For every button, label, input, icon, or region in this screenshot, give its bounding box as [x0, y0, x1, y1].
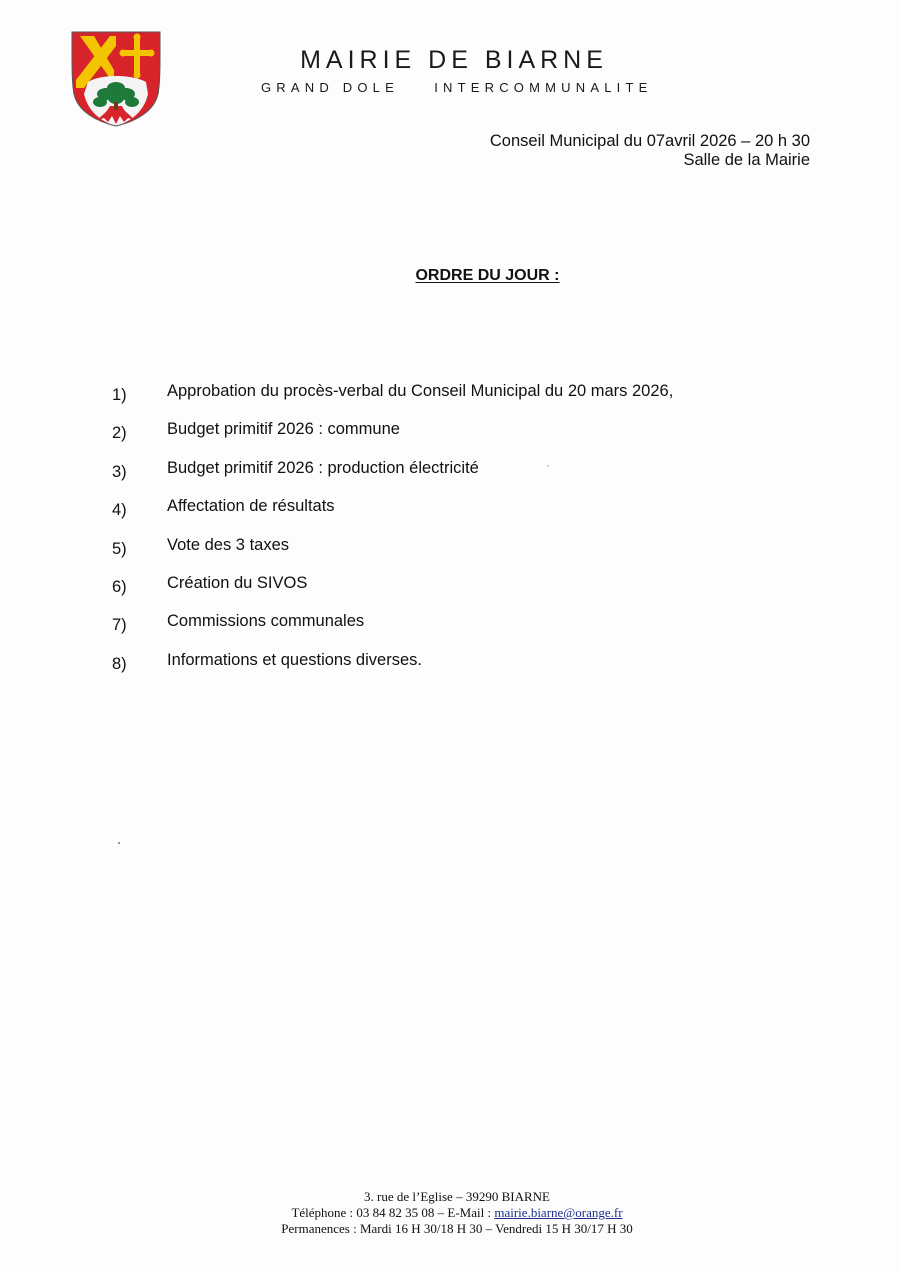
agenda-list — [112, 382, 812, 689]
footer-address: 3. rue de l’Eglise – 39290 BIARNE — [364, 1189, 550, 1204]
meeting-location: Salle de la Mairie — [683, 151, 810, 169]
agenda-item-number: 3) — [112, 462, 127, 481]
agenda-heading: ORDRE DU JOUR : — [415, 267, 560, 284]
subtitle-grand-dole: GRAND DOLE — [261, 80, 399, 95]
agenda-item-number: 7) — [112, 616, 127, 635]
agenda-item-text: Commissions communales — [167, 612, 365, 631]
agenda-item — [112, 382, 812, 420]
agenda-item — [112, 459, 812, 497]
agenda-item — [112, 612, 812, 650]
town-hall-title: MAIRIE DE BIARNE — [300, 46, 608, 74]
town-hall-subtitle — [261, 80, 652, 95]
agenda-item — [112, 420, 812, 458]
footer-hours: Permanences : Mardi 16 H 30/18 H 30 – Vendredi 15 H 30/17 H 30 — [281, 1221, 633, 1236]
agenda-item-number: 2) — [112, 424, 127, 443]
agenda-item — [112, 536, 812, 574]
meeting-info — [490, 132, 810, 170]
agenda-item-number: 1) — [112, 386, 127, 404]
agenda-item — [112, 497, 812, 535]
agenda-item — [112, 651, 812, 689]
agenda-item-text: Création du SIVOS — [167, 573, 308, 592]
agenda-item-number: 6) — [112, 577, 127, 596]
footer-phone-email — [14, 1205, 900, 1221]
subtitle-intercommunalite: INTERCOMMUNALITE — [434, 80, 653, 95]
email-link[interactable]: mairie.biarne@orange.fr — [494, 1205, 623, 1220]
scan-speck — [118, 842, 120, 844]
agenda-item-text: Budget primitif 2026 : production électricité — [167, 458, 479, 477]
agenda-item-text: Approbation du procès-verbal du Conseil Municipal du 20 mars 2026, — [167, 382, 674, 400]
agenda-item — [112, 574, 812, 612]
agenda-item-number: 4) — [112, 501, 127, 520]
scan-speck — [547, 465, 549, 467]
agenda-item-number: 5) — [112, 539, 127, 558]
agenda-item-text: Budget primitif 2026 : commune — [167, 420, 400, 439]
agenda-item-text: Informations et questions diverses. — [167, 650, 422, 669]
agenda-item-text: Vote des 3 taxes — [167, 535, 290, 554]
meeting-date-time: Conseil Municipal du 07avril 2026 – 20 h 30 — [489, 132, 810, 150]
agenda-item-text: Affectation de résultats — [167, 497, 335, 516]
agenda-item-number: 8) — [112, 654, 127, 673]
footer-contact — [0, 1189, 900, 1237]
footer-phone: Téléphone : 03 84 82 35 08 – E-Mail : — [291, 1205, 495, 1220]
